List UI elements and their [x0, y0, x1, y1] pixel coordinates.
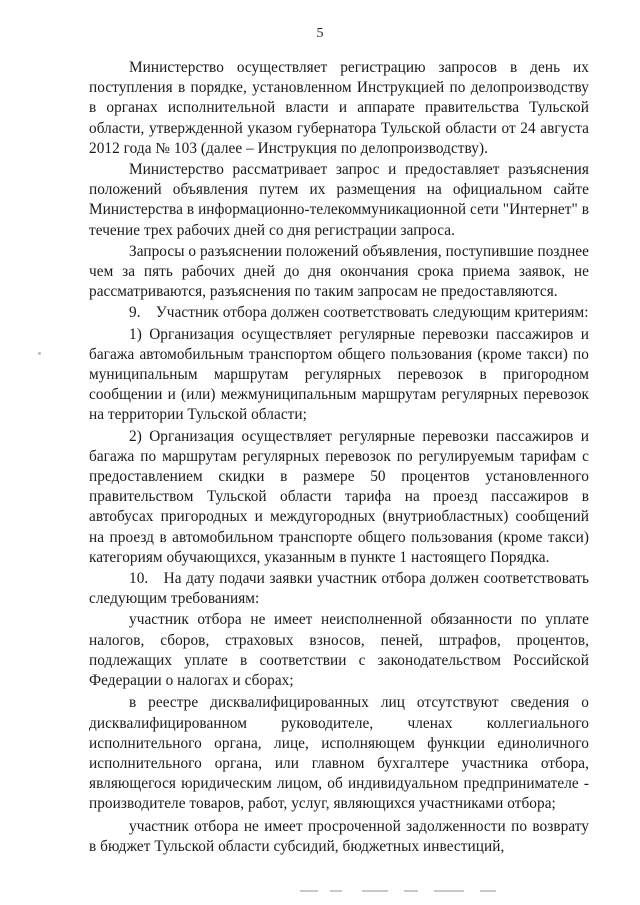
paragraph-requirement-disqualified: в реестре дисквалифицированных лиц отсутствуют сведения о дисквалифицированном руководителе, членах коллегиального исполнительного органа, лице, исполняющем функции единоличного исполнительного органа, или главном бухгалтере участника отбора, являющегося юридическим лицом, об индивидуальном предпринимателе - производителе товаров, работ, услуг, являющихся участниками отбора; — [89, 694, 589, 813]
paragraph-criterion-1: 1) Организация осуществляет регулярные перевозки пассажиров и багажа автомобильным транспортом общего пользования (кроме такси) по муниципальным маршрутам регулярных перевозок в пригородном сообщении и (или) межмуниципальным маршрутам регулярных перевозок на территории Тульской области; — [89, 325, 589, 424]
scan-dot — [38, 352, 41, 355]
page-number: 5 — [316, 26, 324, 41]
paragraph-item-10: 10. На дату подачи заявки участник отбора должен соответствовать следующим требованиям: — [89, 570, 589, 608]
paragraph-clarification: Министерство рассматривает запрос и предоставляет разъяснения положений объявления путем их размещения на официальном сайте Министерства в информационно-телекоммуникационной сети "Интернет" в течение трех рабочих дней со дня регистрации запроса. — [89, 161, 589, 239]
scan-artifact-marks — [300, 888, 520, 894]
paragraph-criterion-2: 2) Организация осуществляет регулярные перевозки пассажиров и багажа по маршрутам регулярных перевозок по регулируемым тарифам с предоставлением скидки в размере 50 процентов установленного правительством Тульской области тарифа на проезд пассажиров в автобусах пригородных и междугородных (внутриобластных) сообщений на проезд в автомобильном транспорте общего пользования (кроме такси) категориям обучающихся, указанным в пункте 1 настоящего Порядка. — [89, 427, 589, 566]
paragraph-registration: Министерство осуществляет регистрацию запросов в день их поступления в порядке, установленном Инструкцией по делопроизводству в органах исполнительной власти и аппарате правительства Тульской области, утвержденной указом губернатора Тульской области от 24 августа 2012 года № 103 (далее – Инструкция по делопроизводству). — [89, 59, 589, 157]
paragraph-requirement-taxes: участник отбора не имеет неисполненной обязанности по уплате налогов, сборов, страховых взносов, пеней, штрафов, процентов, подлежащих уплате в соответствии с законодательством Российской Федерации о налогах и сборах; — [89, 611, 589, 690]
paragraph-late-requests: Запросы о разъяснении положений объявления, поступившие позднее чем за пять рабочих дней до дня окончания срока приема заявок, не рассматриваются, разъяснения по таким запросам не предоставляются. — [89, 242, 589, 301]
paragraph-item-9: 9. Участник отбора должен соответствовать следующим критериям: — [129, 304, 589, 322]
paragraph-requirement-debt: участник отбора не имеет просроченной задолженности по возврату в бюджет Тульской области субсидий, бюджетных инвестиций, — [89, 817, 589, 855]
document-body — [89, 58, 589, 857]
